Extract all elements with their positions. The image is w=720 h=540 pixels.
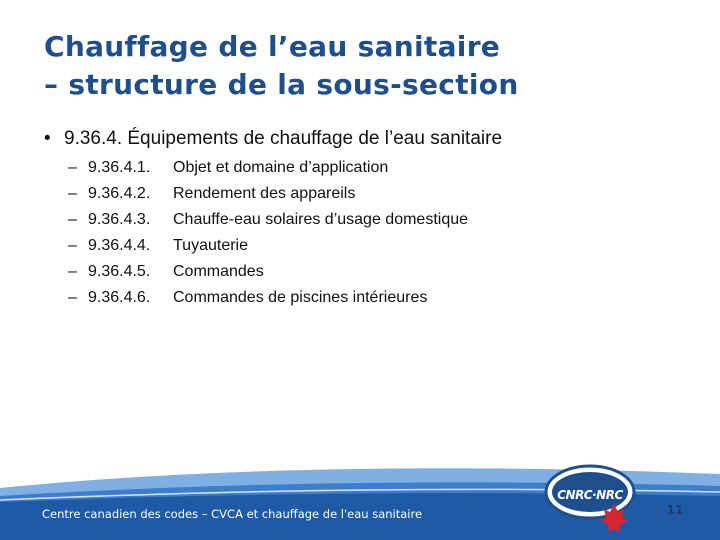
- dash-marker: –: [68, 289, 77, 306]
- sub-bullet-number: 9.36.4.2.: [88, 185, 151, 202]
- sub-bullet-number: 9.36.4.5.: [88, 263, 151, 280]
- sub-bullet-number: 9.36.4.6.: [88, 289, 151, 306]
- sub-bullet-item: [68, 209, 468, 235]
- dash-marker: –: [68, 211, 77, 228]
- sub-bullet-item: [68, 157, 468, 183]
- dash-marker: –: [68, 159, 77, 176]
- dash-marker: –: [68, 237, 77, 254]
- bullet-marker: •: [44, 128, 51, 149]
- sub-bullet-number: 9.36.4.3.: [88, 211, 151, 228]
- logo-text: CNRC·NRC: [557, 488, 623, 502]
- sub-bullet-text: Tuyauterie: [173, 237, 248, 254]
- dash-marker: –: [68, 185, 77, 202]
- nrc-logo: [542, 458, 638, 538]
- sub-bullet-item: [68, 235, 468, 261]
- page-number: 11: [666, 503, 684, 517]
- sub-bullet-text: Commandes: [173, 263, 264, 280]
- sub-bullet-text: Rendement des appareils: [173, 185, 356, 202]
- sub-bullet-number: 9.36.4.4.: [88, 237, 151, 254]
- sub-bullet-text: Objet et domaine d’application: [173, 159, 389, 176]
- main-bullet-text: 9.36.4. Équipements de chauffage de l’eau sanitaire: [64, 128, 503, 149]
- sub-bullet-item: [68, 261, 468, 287]
- sub-bullet-list: [68, 157, 468, 313]
- title-line-1: Chauffage de l’eau sanitaire: [44, 30, 501, 63]
- sub-bullet-text: Commandes de piscines intérieures: [173, 289, 428, 306]
- main-bullet: [44, 128, 502, 150]
- footer-caption: Centre canadien des codes – CVCA et chauffage de l'eau sanitaire: [42, 507, 423, 521]
- dash-marker: –: [68, 263, 77, 280]
- sub-bullet-item: [68, 287, 468, 313]
- sub-bullet-text: Chauffe-eau solaires d’usage domestique: [173, 211, 469, 228]
- slide-title: [44, 28, 684, 104]
- sub-bullet-item: [68, 183, 468, 209]
- title-line-2: – structure de la sous-section: [44, 68, 519, 101]
- sub-bullet-number: 9.36.4.1.: [88, 159, 151, 176]
